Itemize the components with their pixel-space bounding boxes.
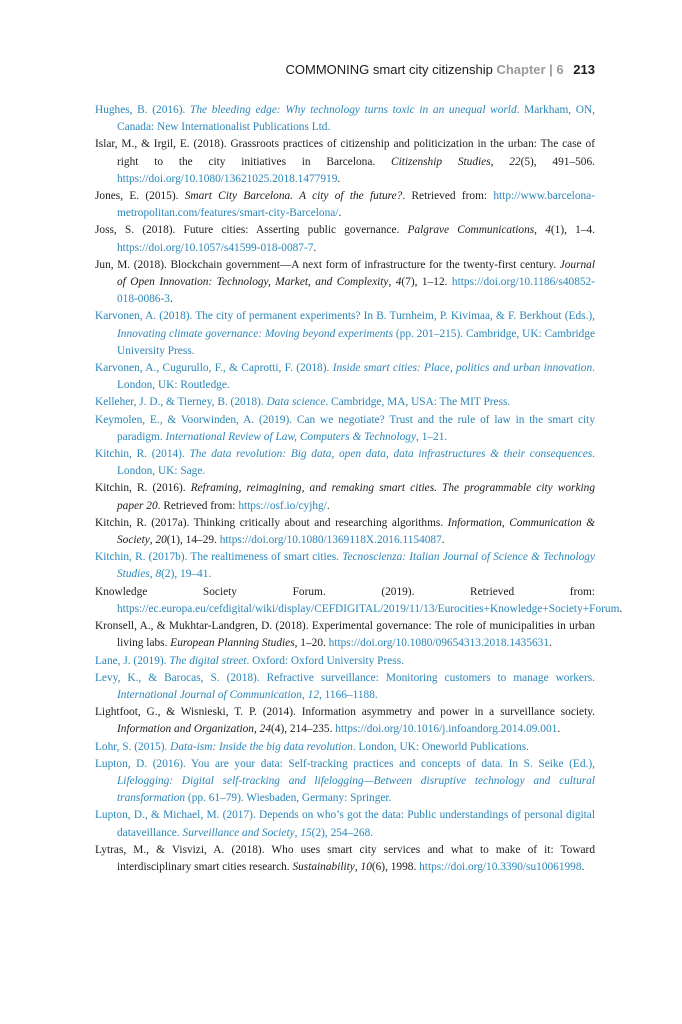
reference-italic-text: Inside smart cities: Place, politics and urban innovation xyxy=(332,362,593,375)
reference-url-link[interactable]: https://doi.org/10.1057/s41599-018-0087-7 xyxy=(117,241,314,254)
reference-text: , xyxy=(301,688,308,701)
reference-italic-text: 8 xyxy=(155,568,162,581)
reference-url-link[interactable]: https://doi.org/10.1080/09654313.2018.1435631 xyxy=(328,637,550,650)
reference-entry xyxy=(95,584,623,618)
reference-text: Joss, S. (2018). Future cities: Asserting public governance. xyxy=(95,224,408,237)
reference-text: Lane, J. (2019). xyxy=(95,654,170,667)
reference-text: Keymolen, E., & Voorwinden, A. (2019). Can we negotiate? Trust and the rule of law in the smart city paradigm. xyxy=(95,413,595,443)
reference-italic-text: The digital street xyxy=(169,654,247,667)
reference-text: (4), 214–235. xyxy=(271,723,336,736)
reference-text: (6), 1998. xyxy=(371,860,420,873)
reference-text: Kronsell, A., & Mukhtar-Landgren, D. (2018). Experimental governance: The role of municipalities in urban living labs. xyxy=(95,620,595,650)
reference-url-link[interactable]: https://doi.org/10.3390/su10061998 xyxy=(419,860,582,873)
reference-italic-text: Reframing, reimagining, and remaking smart cities. The programmable city working paper 20 xyxy=(117,482,595,512)
reference-italic-text: Data science xyxy=(266,396,326,409)
reference-text: Kelleher, J. D., & Tierney, B. (2018). xyxy=(95,396,267,409)
reference-text: Lytras, M., & Visvizi, A. (2018). Who uses smart city services and what to make of it: Toward interdisciplinary smart cities research. xyxy=(95,843,595,873)
reference-italic-text: Journal of Open Innovation: Technology, Market, and Complexity xyxy=(117,258,595,289)
reference-entry xyxy=(95,618,595,652)
reference-italic-text: Innovating climate governance: Moving beyond experiments xyxy=(117,327,393,340)
reference-italic-text: 4 xyxy=(395,276,402,289)
reference-text: . xyxy=(338,207,342,220)
reference-italic-text: 15 xyxy=(300,826,312,839)
reference-text: Lupton, D., & Michael, M. (2017). Depends on who’s got the data: Public understandings of personal digital dataveillance. xyxy=(95,809,595,839)
reference-italic-text: Surveillance and Society xyxy=(182,826,295,839)
reference-text: . London, UK: Sage. xyxy=(117,448,595,478)
reference-text: . London, UK: Routledge. xyxy=(117,362,595,392)
reference-text: Kitchin, R. (2016). xyxy=(95,482,191,495)
reference-italic-text: 20 xyxy=(155,534,167,547)
reference-text: . xyxy=(313,241,317,254)
reference-text: , xyxy=(388,276,396,289)
reference-text: . Retrieved from: xyxy=(157,499,239,512)
reference-text: . xyxy=(581,860,585,873)
reference-text: Lupton, D. (2016). You are your data: Self-tracking practices and concepts of data. In S. Seike (Ed.), xyxy=(95,757,595,770)
reference-italic-text: The bleeding edge: Why technology turns toxic in an unequal world xyxy=(190,104,517,116)
reference-text: , 1–20. xyxy=(294,637,329,650)
reference-entry[interactable] xyxy=(95,308,595,360)
reference-text: . Cambridge, MA, USA: The MIT Press. xyxy=(325,396,511,409)
reference-text: , 1–21. xyxy=(416,430,448,443)
reference-italic-text: Information and Organization xyxy=(117,723,254,736)
reference-text: , xyxy=(149,568,156,581)
reference-text: , 1166–1188. xyxy=(318,688,378,701)
reference-text: Kitchin, R. (2017a). Thinking critically about and researching algorithms. xyxy=(95,516,448,529)
reference-italic-text: Smart City Barcelona. A city of the future? xyxy=(184,190,403,203)
reference-text: (5), 491–506. xyxy=(520,155,595,168)
reference-text: . xyxy=(619,602,623,615)
reference-text: , xyxy=(490,155,510,168)
reference-italic-text: European Planning Studies xyxy=(170,637,295,650)
reference-text: . xyxy=(549,637,552,650)
reference-text: . xyxy=(557,723,561,736)
reference-text: , xyxy=(354,860,361,873)
reference-text: Jun, M. (2018). Blockchain government—A next form of infrastructure for the twenty-first century. xyxy=(95,258,560,271)
reference-text: , xyxy=(294,826,301,839)
reference-text: . xyxy=(169,293,173,306)
page-number: 213 xyxy=(573,62,595,77)
reference-italic-text: Lifelogging: Digital self-tracking and lifelogging—Between disruptive technology and cultural transformation xyxy=(117,774,595,805)
running-head xyxy=(286,62,595,77)
reference-text: (pp. 61–79). Wiesbaden, Germany: Springer. xyxy=(185,792,392,805)
reference-text: (2), 19–41. xyxy=(161,568,212,581)
reference-entry[interactable] xyxy=(95,756,595,808)
reference-text: . xyxy=(337,172,341,185)
reference-entry[interactable] xyxy=(95,394,595,411)
reference-italic-text: Sustainability xyxy=(292,860,355,873)
reference-text: Karvonen, A. (2018). The city of permanent experiments? In B. Turnheim, P. Kivimaa, & F. Berkhout (Eds.), xyxy=(95,310,595,323)
reference-entry xyxy=(95,222,595,256)
reference-text: (1), 14–29. xyxy=(166,534,220,547)
reference-text: . Retrieved from: xyxy=(402,190,494,203)
reference-entry xyxy=(95,704,595,738)
reference-entry xyxy=(95,515,595,549)
reference-italic-text: 22 xyxy=(509,155,521,168)
reference-italic-text: 10 xyxy=(360,860,372,873)
reference-list xyxy=(95,102,623,876)
reference-entry[interactable] xyxy=(95,653,595,670)
reference-entry[interactable] xyxy=(95,549,595,583)
reference-italic-text: Palgrave Communications xyxy=(407,224,535,237)
reference-entry[interactable] xyxy=(95,102,595,136)
reference-entry xyxy=(95,188,595,222)
reference-text: , xyxy=(534,224,546,237)
reference-text: Kitchin, R. (2017b). The realtimeness of smart cities. xyxy=(95,551,343,564)
reference-italic-text: 24 xyxy=(259,723,271,736)
reference-entry xyxy=(95,257,595,309)
reference-italic-text: Citizenship Studies xyxy=(391,155,491,168)
reference-text: Lohr, S. (2015). xyxy=(95,740,171,753)
reference-italic-text: Information, Communication & Society xyxy=(117,516,595,547)
reference-text: . Markham, ON, Canada: New Internationalist Publications Ltd. xyxy=(117,104,596,134)
reference-entry[interactable] xyxy=(95,446,595,480)
reference-entry xyxy=(95,136,595,188)
reference-entry[interactable] xyxy=(95,412,595,446)
reference-url-link[interactable]: http://www.barcelona-metropolitan.com/features/smart-city-Barcelona/ xyxy=(117,190,595,220)
reference-italic-text: Tecnoscienza: Italian Journal of Science & Technology Studies xyxy=(117,551,595,581)
reference-url-link[interactable]: https://ec.europa.eu/cefdigital/wiki/display/CEFDIGITAL/2019/11/13/Eurocities+Knowledge+Society+Forum xyxy=(117,602,620,615)
reference-entry xyxy=(95,480,595,514)
reference-text: . xyxy=(441,534,445,547)
reference-text: . Oxford: Oxford University Press. xyxy=(246,654,404,667)
reference-entry[interactable] xyxy=(95,670,595,704)
reference-italic-text: The data revolution: Big data, open data, data infrastructures & their consequences xyxy=(189,448,593,461)
reference-url-link[interactable]: https://doi.org/10.1080/13621025.2018.1477919 xyxy=(117,172,338,185)
reference-text: Hughes, B. (2016). xyxy=(95,104,191,116)
reference-entry[interactable] xyxy=(95,360,595,394)
reference-text: Karvonen, A., Cugurullo, F., & Caprotti, F. (2018). xyxy=(95,362,333,375)
reference-text: . London, UK: Oneworld Publications. xyxy=(352,740,529,753)
reference-entry xyxy=(95,842,595,876)
reference-text: Levy, K., & Barocas, S. (2018). Refractive surveillance: Monitoring customers to manage workers. xyxy=(95,671,595,684)
reference-italic-text: 12 xyxy=(307,688,319,701)
reference-url-link[interactable]: https://doi.org/10.1080/1369118X.2016.1154087 xyxy=(219,534,442,547)
chapter-label: Chapter | 6 xyxy=(496,62,564,77)
reference-italic-text: International Journal of Communication xyxy=(117,688,302,701)
reference-text: Jones, E. (2015). xyxy=(95,190,185,203)
reference-url-link[interactable]: https://doi.org/10.1186/s40852-018-0086-3 xyxy=(117,276,595,306)
reference-text: Lightfoot, G., & Wisnieski, T. P. (2014). Information asymmetry and power in a surveillance society. xyxy=(95,706,595,719)
reference-italic-text: International Review of Law, Computers & Technology xyxy=(165,430,417,443)
reference-text: Knowledge Society Forum. (2019). Retrieved from: xyxy=(95,585,595,598)
reference-text: , xyxy=(149,534,156,547)
reference-url-link[interactable]: https://doi.org/10.1016/j.infoandorg.2014.09.001 xyxy=(335,723,558,736)
reference-text: (7), 1–12. xyxy=(401,276,452,289)
reference-text: (2), 254–268. xyxy=(311,826,374,839)
reference-text: Islar, M., & Irgil, E. (2018). Grassroots practices of citizenship and politicization in the urban: The case of right to the city initiatives in Barcelona. xyxy=(95,138,595,168)
reference-text: (1), 1–4. xyxy=(550,224,595,237)
reference-italic-text: 4 xyxy=(545,224,551,237)
reference-url-link[interactable]: https://osf.io/cyjhg/ xyxy=(238,499,327,512)
reference-text: (pp. 201–215). Cambridge, UK: Cambridge University Press. xyxy=(117,327,596,357)
reference-entry[interactable] xyxy=(95,739,595,756)
reference-text: Kitchin, R. (2014). xyxy=(95,448,190,461)
reference-entry[interactable] xyxy=(95,807,595,841)
reference-italic-text: Data-ism: Inside the big data revolution xyxy=(170,740,353,753)
reference-text: , xyxy=(253,723,260,736)
reference-text: . xyxy=(326,499,330,512)
book-title: COMMONING smart city citizenship xyxy=(285,62,493,77)
